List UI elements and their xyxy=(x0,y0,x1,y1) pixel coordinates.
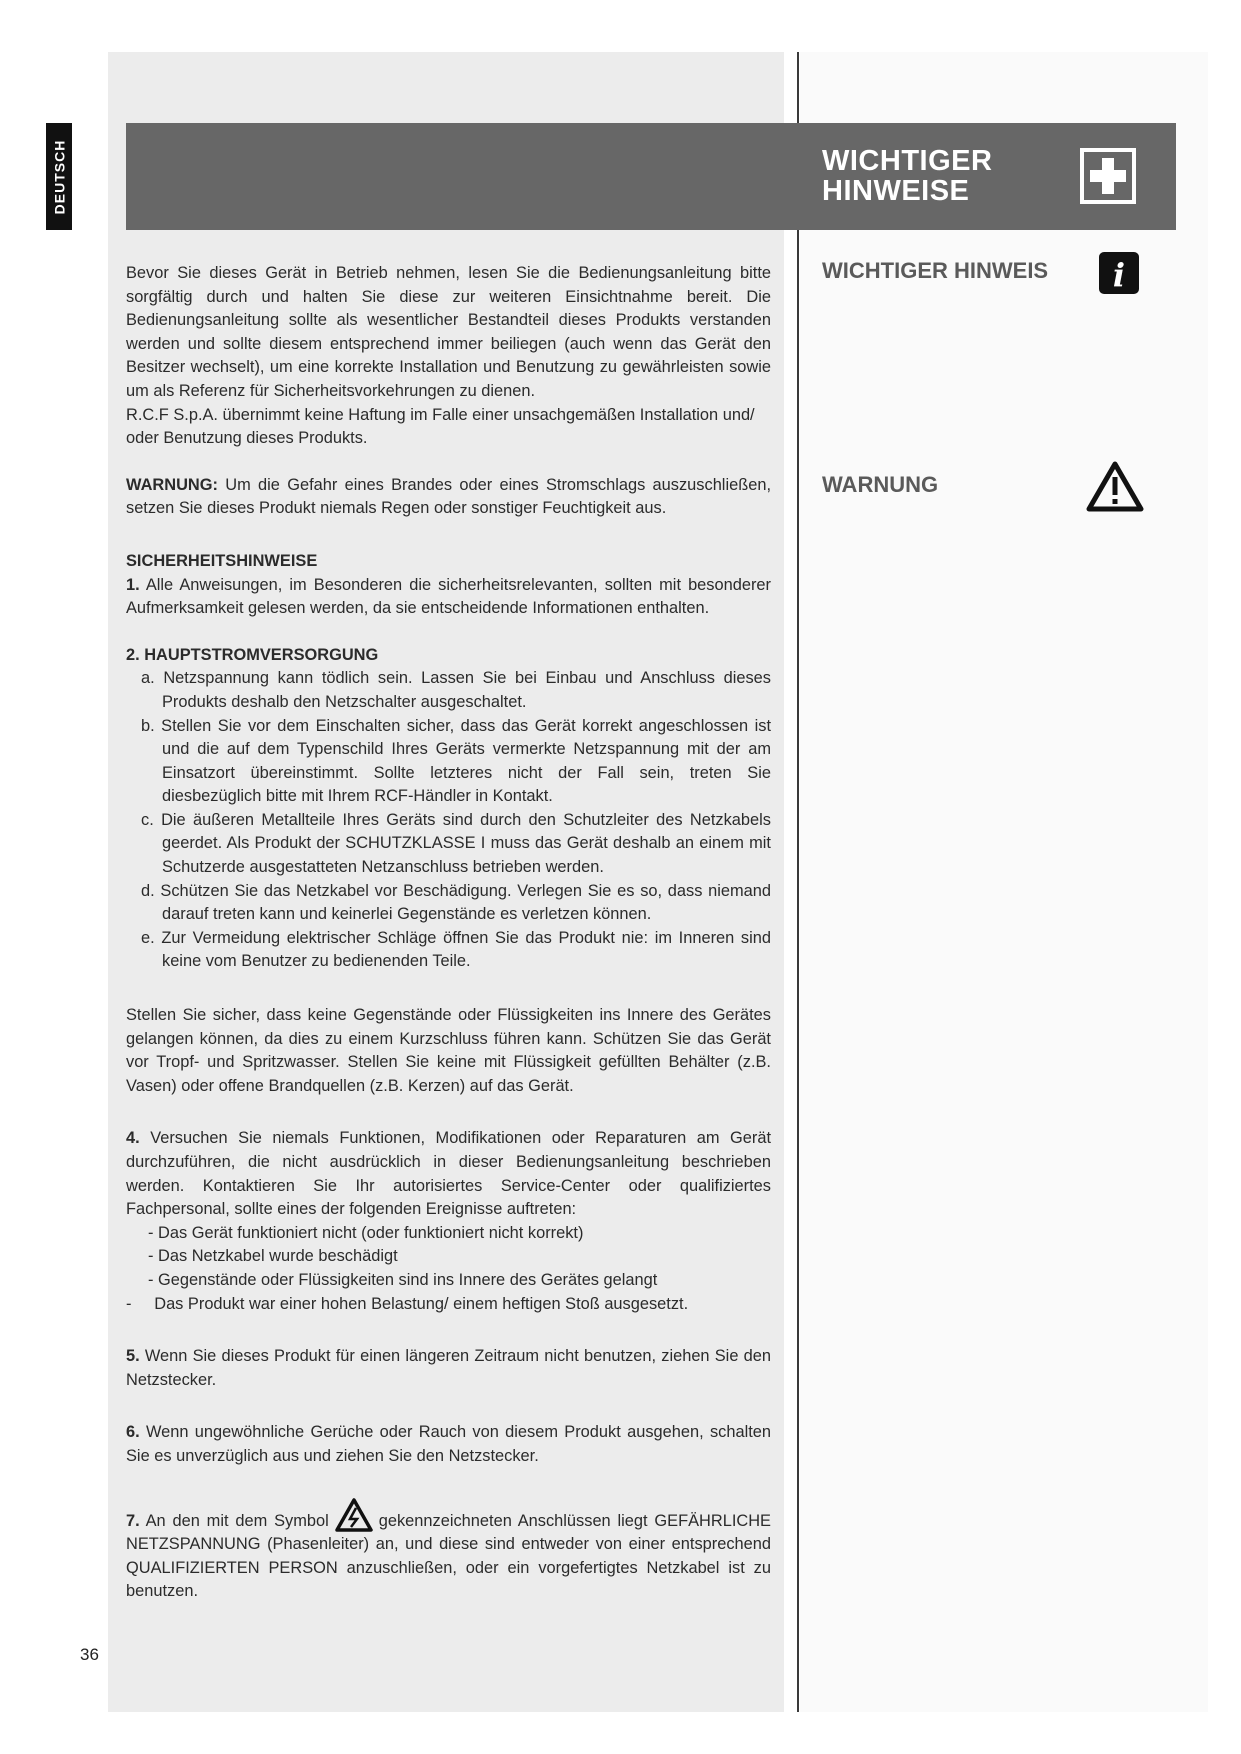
language-label: DEUTSCH xyxy=(51,139,68,214)
warning-triangle-icon xyxy=(1086,460,1144,512)
side-column-background xyxy=(800,52,1208,1712)
svg-text:i: i xyxy=(1112,256,1126,294)
item-6-paragraph: 6. Wenn ungewöhnliche Gerüche oder Rauch von diesem Produkt ausgehen, schalten Sie es unverzüglich aus und ziehen Sie den Netzstecker. xyxy=(126,1423,771,1465)
power-item-a: a. Netzspannung kann tödlich sein. Lassen Sie bei Einbau und Anschluss dieses Produkts deshalb den Netzschalter ausgeschaltet. xyxy=(141,669,771,711)
item-4-bullet: - Das Gerät funktioniert nicht (oder funktioniert nicht korrekt) xyxy=(148,1223,584,1242)
power-item-c: c. Die äußeren Metallteile Ihres Geräts sind durch den Schutzleiter des Netzkabels geerdet. Als Produkt der SCHUTZKLASSE I muss das Gerät deshalb an einem mit Schutzerde ausgestatteten Netzanschluss betrieben werden. xyxy=(141,810,771,877)
liquids-paragraph: Stellen Sie sicher, dass keine Gegenstände oder Flüssigkeiten ins Innere des Gerätes gelangen können, da dies zu einem Kurzschluss führen kann. Schützen Sie das Gerät vor Tropf- und Spritzwasser. Stellen Sie keine mit Flüssigkeit gefüllten Behälter (z.B. Vasen) oder offene Brandquellen (z.B. Kerzen) auf das Gerät. xyxy=(126,1006,771,1095)
page-number: 36 xyxy=(80,1645,99,1664)
electric-hazard-icon xyxy=(335,1498,373,1532)
warning-paragraph: WARNUNG: Um die Gefahr eines Brandes oder eines Stromschlags auszuschließen, setzen Sie dieses Produkt niemals Regen oder sonstiger Feuchtigkeit aus. xyxy=(126,475,771,518)
power-item-e: e. Zur Vermeidung elektrischer Schläge öffnen Sie das Produkt nie: im Inneren sind keine vom Benutzer zu bedienenden Teile. xyxy=(141,928,771,971)
power-heading: 2. HAUPTSTROMVERSORGUNG xyxy=(126,645,379,664)
item-4-bullet: - Das Produkt war einer hohen Belastung/ einem heftigen Stoß ausgesetzt. xyxy=(126,1294,689,1313)
item-5-paragraph: 5. Wenn Sie dieses Produkt für einen längeren Zeitraum nicht benutzen, ziehen Sie den Netzstecker. xyxy=(126,1347,771,1389)
power-item-b: b. Stellen Sie vor dem Einschalten sicher, dass das Gerät korrekt angeschlossen ist und die auf dem Typenschild Ihres Geräts vermerkte Netzspannung mit der am Einsatzort übereinstimmt. Sollte letzteres nicht der Fall sein, treten Sie diesbezüglich bitte mit Ihrem RCF-Händler in Kontakt. xyxy=(141,716,771,806)
intro-paragraph: Bevor Sie dieses Gerät in Betrieb nehmen, lesen Sie die Bedienungsanleitung bitte sorgfältig durch und halten Sie diese zur weiteren Einsichtnahme bereit. Die Bedienungsanleitung sollte als wesentlicher Bestandteil dieses Produkts verstanden werden und sollte diesem entsprechend immer beiliegen (auch wenn das Gerät den Besitzer wechselt), um eine korrekte Installation und Benutzung zu gewährleisten sowie um als Referenz für Sicherheitsvorkehrungen zu dienen. xyxy=(126,264,771,400)
safety-heading: SICHERHEITSHINWEISE xyxy=(126,551,318,570)
info-icon xyxy=(1099,252,1139,294)
notice-label: WICHTIGER HINWEIS xyxy=(822,258,1049,283)
column-divider xyxy=(797,52,799,1712)
section-title: WICHTIGER HINWEISE xyxy=(822,145,993,207)
item-4-bullet: - Gegenstände oder Flüssigkeiten sind ins Innere des Gerätes gelangt xyxy=(148,1270,658,1289)
warning-label: WARNUNG xyxy=(822,472,939,497)
safety-item-1: 1. Alle Anweisungen, im Besonderen die sicherheitsrelevanten, sollten mit besonderer Aufmerksamkeit gelesen werden, da sie entscheidende Informationen enthalten. xyxy=(126,575,771,618)
document-body xyxy=(126,262,771,1604)
section-header-bar xyxy=(126,123,1176,230)
item-4-bullet: - Das Netzkabel wurde beschädigt xyxy=(148,1247,398,1266)
item-7-paragraph: 7. An den mit dem Symbol gekennzeichneten Anschlüssen liegt GEFÄHRLICHE NETZSPANNUNG (Phasenleiter) an, und diese sind entweder von einer entsprechend QUALIFIZIERTEN PERSON anzuschließen, oder ein vorgefertigtes Netzkabel ist zu benutzen. xyxy=(126,1498,771,1604)
first-aid-cross-icon xyxy=(1080,148,1136,204)
item-4-paragraph: 4. Versuchen Sie niemals Funktionen, Modifikationen oder Reparaturen am Gerät durchzuführen, die nicht ausdrücklich in dieser Bedienungsanleitung beschrieben werden. Kontaktieren Sie Ihr autorisiertes Service-Center oder qualifiziertes Fachpersonal, sollte eines der folgenden Ereignisse auftreten: xyxy=(126,1129,771,1219)
liability-paragraph: R.C.F S.p.A. übernimmt keine Haftung im Falle einer unsachgemäßen Installation und/ oder Benutzung dieses Produkts. xyxy=(126,405,755,448)
power-item-d: d. Schützen Sie das Netzkabel vor Beschädigung. Verlegen Sie es so, dass niemand darauf treten kann und keinerlei Gegenstände es verletzen können. xyxy=(141,881,771,924)
